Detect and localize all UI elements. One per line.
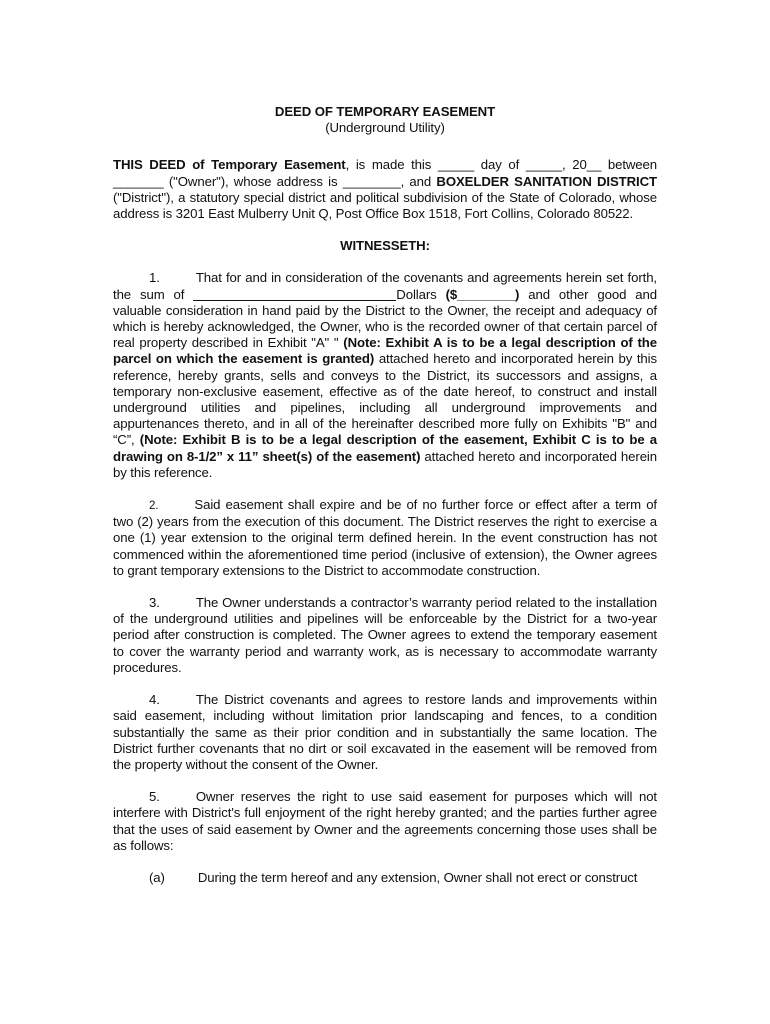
paragraph-1	[113, 270, 657, 481]
paragraph-5-number: 5.	[149, 789, 160, 805]
paragraph-2-text: Said easement shall expire and be of no further force or effect after a term of two (2) years from the execution of this document. The District reserves the right to exercise a one (1) year extension to the original term defined herein. In the event construction has not commenced within the aforementioned time period (inclusive of extension), the Owner agrees to grant temporary extensions to the District to accommodate construction.	[113, 497, 657, 578]
paragraph-1-note-exhibit-bc: (Note: Exhibit B is to be a legal description of the easement, Exhibit C is to be a drawing on 8-1/2” x 11” sheet(s) of the easement)	[113, 432, 657, 464]
sum-blank-line	[193, 288, 396, 301]
paragraph-a-label: (a)	[149, 869, 165, 885]
document-title: DEED OF TEMPORARY EASEMENT	[274, 104, 496, 119]
intro-paragraph	[113, 157, 657, 222]
intro-text-2: ("District"), a statutory special district and political subdivision of the State of Colorado, whose address is 3201 East Mulberry Unit Q, Post Office Box 1518, Fort Collins, Colorado 80522.	[113, 189, 657, 222]
paragraph-5	[113, 789, 657, 854]
paragraph-2-number: 2.	[149, 500, 159, 513]
district-name: BOXELDER SANITATION DISTRICT	[436, 173, 658, 189]
witnesseth-heading: WITNESSETH:	[340, 238, 430, 254]
document-page	[113, 104, 657, 886]
paragraph-1-text-f: attached hereto and incorporated herein by this reference, hereby grants, sells and conveys to the District, its successors and assigns, a temporary non-exclusive easement, effective as of the date hereof, to construct and install underground utilities and pipelines, including all underground improvements and appurtenances thereto, and in all of the hereinafter described more fully on Exhibits "B" and “C”,	[113, 351, 657, 448]
paragraph-3	[113, 595, 657, 676]
paragraph-2	[113, 497, 657, 579]
intro-bold-lead: THIS DEED of Temporary Easement	[113, 157, 346, 173]
paragraph-1-text-d: and other good and valuable consideration in hand paid by the District to the Owner, the receipt and adequacy of which is hereby acknowledged, the Owner, who is the recorded owner of that certain parcel of real property described in Exhibit "A" "	[113, 286, 657, 351]
paragraph-3-number: 3.	[149, 595, 160, 611]
paragraph-5-text: Owner reserves the right to use said easement for purposes which will not interfere with District's full enjoyment of the right hereby granted; and the parties further agree that the uses of said easement by Owner and the agreements concerning those uses shall be as follows:	[113, 789, 657, 853]
paragraph-1-note-exhibit-a: (Note: Exhibit A is to be a legal description of the parcel on which the easement is granted)	[113, 335, 657, 367]
paragraph-3-text: The Owner understands a contractor’s warranty period related to the installation of the underground utilities and pipelines will be enforceable by the District for a two-year period after construction is completed. The Owner agrees to extend the temporary easement to cover the warranty period and warranty work, as is necessary to accommodate warranty procedures.	[113, 595, 657, 675]
paragraph-a-text: During the term hereof and any extension, Owner shall not erect or construct	[197, 869, 638, 885]
intro-text-1: , is made this _____ day of _____, 20__ between _______ ("Owner"), whose address is ________, and	[113, 157, 658, 189]
paragraph-1-number: 1.	[149, 270, 160, 286]
paragraph-1-text-h: attached hereto and incorporated herein by this reference.	[113, 448, 657, 480]
paragraph-1-text-a: That for and in consideration of the covenants and agreements herein set forth, the sum of	[113, 270, 657, 302]
paragraph-1-amount: ($________)	[445, 286, 520, 302]
paragraph-a	[113, 870, 657, 886]
document-subtitle: (Underground Utility)	[325, 120, 445, 136]
paragraph-4-number: 4.	[149, 692, 160, 708]
paragraph-4-text: The District covenants and agrees to restore lands and improvements within said easement, including without limitation prior landscaping and fences, to a condition substantially the same as their prior condition and in substantially the same location. The District further covenants that no dirt or soil excavated in the easement will be removed from the property without the consent of the Owner.	[113, 692, 657, 772]
paragraph-4	[113, 692, 657, 773]
paragraph-1-text-b: Dollars	[396, 286, 446, 302]
